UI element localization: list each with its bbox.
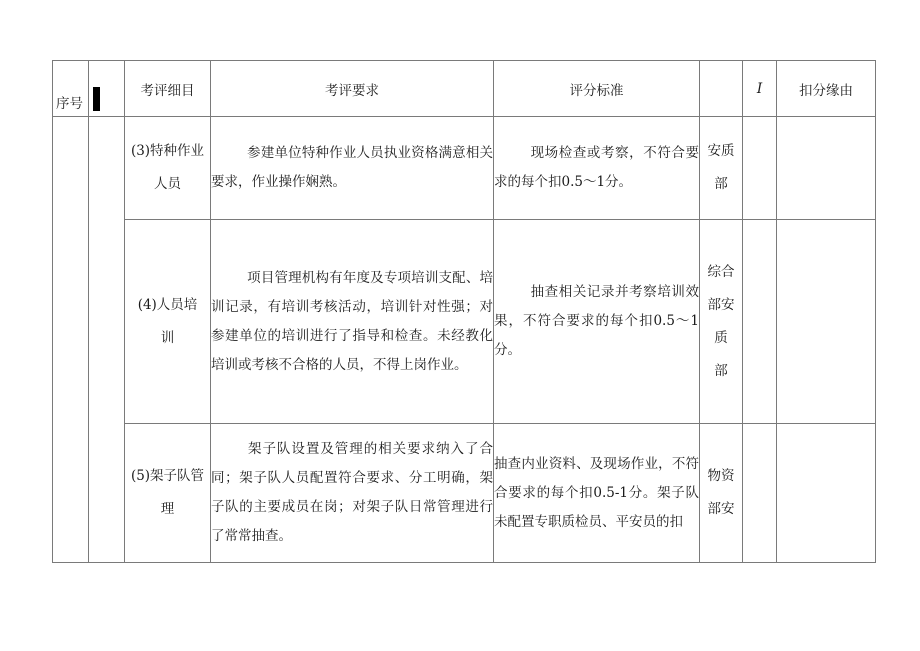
table-row [53, 117, 876, 220]
reason-cell [777, 117, 876, 220]
requirement-cell [211, 424, 494, 563]
dept-line: 部安 [707, 296, 735, 313]
table-row [53, 220, 876, 424]
requirement-text: 参建单位特种作业人员执业资格满意相关要求，作业操作娴熟。 [211, 145, 493, 190]
dept-line: 部 [714, 362, 728, 379]
reason-cell [777, 220, 876, 424]
header-empty [700, 61, 743, 117]
header-row [53, 61, 876, 117]
item-cell [125, 117, 211, 220]
score-cell [743, 424, 777, 563]
table-row [53, 424, 876, 563]
item-line: 训 [160, 329, 175, 346]
header-item: 考评细目 [125, 61, 211, 117]
black-bar-mark [93, 87, 100, 111]
header-requirement: 考评要求 [211, 61, 494, 117]
header-italic-i: I [743, 61, 777, 117]
item-line: 人员 [154, 176, 181, 192]
requirement-cell [211, 117, 494, 220]
standard-cell [494, 220, 700, 424]
standard-text: 现场检查或考察，不符合要求的每个扣0.5～1分。 [494, 145, 699, 190]
dept-line: 安质 [707, 143, 735, 159]
standard-text: 抽查相关记录并考察培训效果，不符合要求的每个扣0.5～1分。 [494, 284, 699, 358]
item-cell [125, 424, 211, 563]
score-cell [743, 117, 777, 220]
header-seq [53, 61, 89, 117]
header-reason: 扣分缘由 [777, 61, 876, 117]
dept-cell [700, 220, 743, 424]
dept-line: 综合 [707, 263, 735, 280]
requirement-text: 项目管理机构有年度及专项培训支配、培训记录，有培训考核活动，培训针对性强；对参建单位的培训进行了指导和检查。未经教化培训或考核不合格的人员，不得上岗作业。 [211, 269, 493, 373]
item-line: (3)特种作业 [130, 143, 205, 159]
reason-cell [777, 424, 876, 563]
standard-cell [494, 424, 700, 563]
dept-line: 部安 [707, 501, 735, 517]
evaluation-table [52, 60, 876, 563]
standard-cell [494, 117, 700, 220]
dept-line: 质 [714, 329, 728, 346]
score-cell [743, 220, 777, 424]
dept-line: 物资 [707, 468, 735, 484]
header-standard: 评分标准 [494, 61, 700, 117]
dept-cell [700, 424, 743, 563]
item-line: (5)架子队管 [130, 468, 205, 484]
item-line: 理 [160, 501, 175, 517]
item-cell [125, 220, 211, 424]
item-line: (4)人员培 [137, 296, 198, 313]
standard-text: 抽查内业资料、及现场作业，不符合要求的每个扣0.5-1分。架子队未配置专职质检员、平安员的扣 [494, 455, 699, 530]
dept-line: 部 [714, 176, 728, 192]
requirement-text: 架子队设置及管理的相关要求纳入了合同；架子队人员配置符合要求、分工明确，架子队的主要成员在岗；对架子队日常管理进行了常常抽查。 [211, 441, 493, 544]
requirement-cell [211, 220, 494, 424]
marker-cell [89, 117, 125, 563]
dept-cell [700, 117, 743, 220]
header-marker-cell [89, 61, 125, 117]
header-seq-label: 序号 [56, 96, 83, 112]
seq-cell [53, 117, 89, 563]
